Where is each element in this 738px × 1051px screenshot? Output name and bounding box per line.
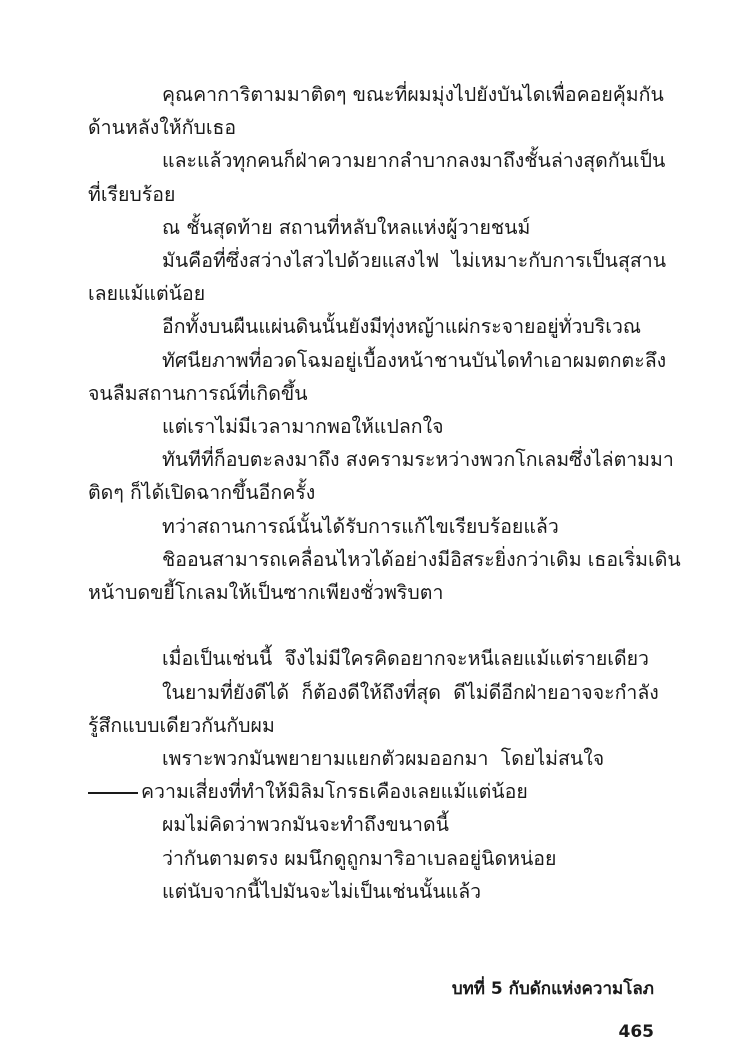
paragraph-line: อีกทั้งบนผืนแผ่นดินนั้นยังมีทุ่งหญ้าแผ่กระจายอยู่ทั่วบริเวณ xyxy=(162,315,641,339)
chapter-title: บทที่ 5 กับดักแห่งความโลภ xyxy=(451,979,654,999)
paragraph-line: เพราะพวกมันพยายามแยกตัวผมออกมา โดยไม่สนใจ xyxy=(162,747,605,771)
paragraph-line: แต่เราไม่มีเวลามากพอให้แปลกใจ xyxy=(162,415,444,439)
paragraph-line: ผมไม่คิดว่าพวกมันจะทำถึงขนาดนี้ xyxy=(162,813,449,837)
paragraph-line: ทว่าสถานการณ์นั้นได้รับการแก้ไขเรียบร้อยแล้ว xyxy=(162,514,559,538)
paragraph-line: ว่ากันตามตรง ผมนึกดูถูกมาริอาเบลอยู่นิดหน่อย xyxy=(162,846,557,870)
paragraph-line: แต่นับจากนี้ไปมันจะไม่เป็นเช่นนั้นแล้ว xyxy=(162,879,482,903)
em-dash-rule xyxy=(88,792,138,794)
paragraph-line-with-dash xyxy=(88,775,654,808)
paragraph-line: และแล้วทุกคนก็ฝ่าความยากลำบากลงมาถึงชั้นล่างสุดกันเป็น xyxy=(162,149,666,173)
paragraph-line: ในยามที่ยังดีได้ ก็ต้องดีให้ถึงที่สุด ดีไม่ดีอีกฝ่ายอาจจะกำลัง xyxy=(162,680,659,704)
paragraph-line: ทัศนียภาพที่อวดโฉมอยู่เบื้องหน้าชานบันไดทำเอาผมตกตะลึง xyxy=(162,348,667,372)
paragraph-line: เลยแม้แต่น้อย xyxy=(88,282,206,306)
paragraph-line: จนลืมสถานการณ์ที่เกิดขึ้น xyxy=(88,381,308,405)
paragraph-line: ที่เรียบร้อย xyxy=(88,182,176,206)
paragraph-line: ชิออนสามารถเคลื่อนไหวได้อย่างมีอิสระยิ่งกว่าเดิม เธอเริ่มเดิน xyxy=(162,547,681,571)
section-break xyxy=(88,609,654,642)
paragraph-line: มันคือที่ซึ่งสว่างไสวไปด้วยแสงไฟ ไม่เหมาะกับการเป็นสุสาน xyxy=(162,249,667,273)
paragraph-line: ความเสี่ยงที่ทำให้มิลิมโกรธเคืองเลยแม้แต่น้อย xyxy=(141,780,528,804)
paragraph-line: คุณคาการิตามมาติดๆ ขณะที่ผมมุ่งไปยังบันไดเพื่อคอยคุ้มกัน xyxy=(162,83,664,106)
page-footer xyxy=(300,955,654,1042)
paragraph-line: รู้สึกแบบเดียวกันกับผม xyxy=(88,713,275,737)
paragraph-line: ณ ชั้นสุดท้าย สถานที่หลับใหลแห่งผู้วายชนม์ xyxy=(162,215,531,239)
paragraph-line: ทันทีที่ก็อบตะลงมาถึง สงครามระหว่างพวกโกเลมซึ่งไล่ตามมา xyxy=(162,448,674,472)
page-body xyxy=(88,78,681,908)
paragraph-line: หน้าบดขยี้โกเลมให้เป็นซากเพียงชั่วพริบตา xyxy=(88,581,444,605)
paragraph-line: ติดๆ ก็ได้เปิดฉากขึ้นอีกครั้ง xyxy=(88,481,316,505)
page-number: 465 xyxy=(618,1022,654,1042)
paragraph-line: ด้านหลังให้กับเธอ xyxy=(88,116,237,140)
paragraph-line: เมื่อเป็นเช่นนี้ จึงไม่มีใครคิดอยากจะหนีเลยแม้แต่รายเดียว xyxy=(162,647,649,671)
